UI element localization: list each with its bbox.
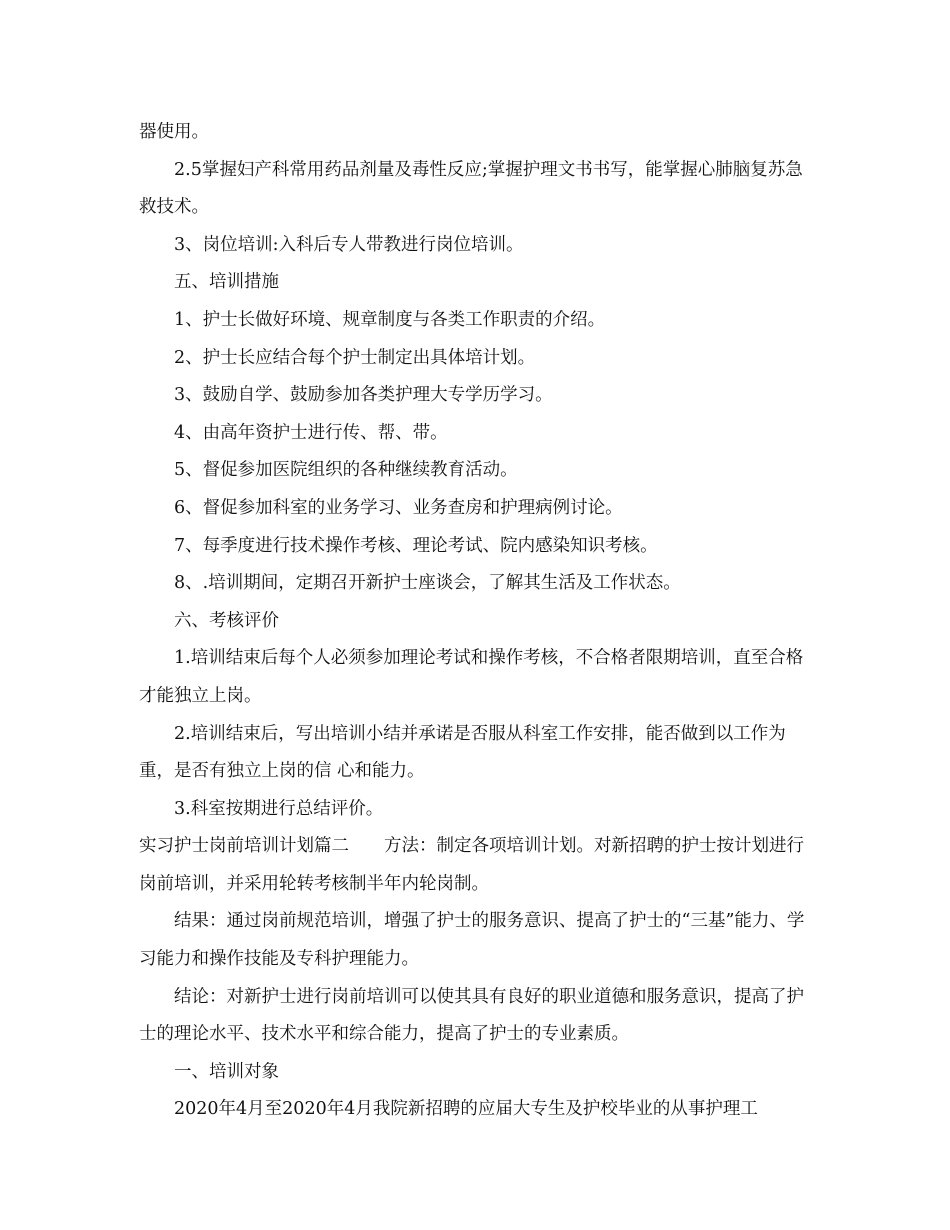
paragraph-item-3-post-training: 3、岗位培训:入科后专人带教进行岗位培训。: [174, 234, 524, 255]
section-heading-training-measures: 五、培训措施: [174, 272, 279, 293]
list-item: 2、护士长应结合每个护士制定出具体培计划。: [174, 347, 536, 368]
list-item: 1、护士长做好环境、规章制度与各类工作职责的介绍。: [174, 309, 606, 330]
list-item: 3、鼓励自学、鼓励参加各类护理大专学历学习。: [174, 385, 553, 406]
list-item: 8、.培训期间，定期召开新护士座谈会，了解其生活及工作状态。: [174, 573, 681, 594]
list-item: 4、由高年资护士进行传、帮、带。: [174, 422, 448, 443]
list-item: 1.培训结束后每个人必须参加理论考试和操作考核，不合格者限期培训，直至合格才能独立上岗。: [139, 648, 804, 706]
article-title-part-two: 实习护士岗前培训计划篇二 方法：制定各项培训计划。对新招聘的护士按计划进行岗前培训，并采用轮转考核制半年内轮岗制。: [139, 836, 804, 894]
document-body: [139, 114, 813, 1129]
list-item: 5、督促参加医院组织的各种继续教育活动。: [174, 460, 518, 481]
list-item: 2.培训结束后，写出培训小结并承诺是否服从科室工作安排，能否做到以工作为重，是否有独立上岗的信 心和能力。: [139, 723, 786, 782]
paragraph-conclusion: 结论：对新护士进行岗前培训可以使其具有良好的职业道德和服务意识，提高了护士的理论水平、技术水平和综合能力，提高了护士的专业素质。: [139, 986, 804, 1045]
list-item: 7、每季度进行技术操作考核、理论考试、院内感染知识考核。: [174, 535, 658, 556]
list-item: 3.科室按期进行总结评价。: [174, 798, 384, 819]
list-item: 6、督促参加科室的业务学习、业务查房和护理病例讨论。: [174, 497, 623, 518]
paragraph-item-2-5: 2.5掌握妇产科常用药品剂量及毒性反应;掌握护理文书书写，能掌握心肺脑复苏急救技术。: [139, 159, 803, 218]
section-heading-assessment: 六、考核评价: [174, 610, 279, 631]
paragraph-results: 结果：通过岗前规范培训，增强了护士的服务意识、提高了护士的“三基”能力、学习能力和操作技能及专科护理能力。: [139, 911, 805, 970]
paragraph-training-target: 2020年4月至2020年4月我院新招聘的应届大专生及护校毕业的从事护理工: [174, 1099, 758, 1120]
section-heading-training-target: 一、培训对象: [174, 1061, 279, 1082]
paragraph-continuation: 器使用。: [139, 122, 209, 142]
